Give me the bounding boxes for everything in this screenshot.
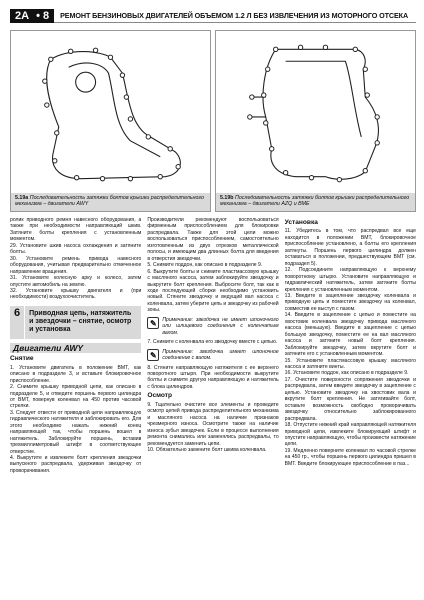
paragraph: 4. Выкрутите и извлеките болт крепления звездочки выпускного распредвала, удерживая звездочку от проворачивания. — [10, 455, 142, 474]
paragraph: 8. Стяните направляющую натяжителя с ее верхнего поворотного штыря. При необходимости выкрутите болты и снимите другую направляющую и натяжитель с блока цилиндров. — [147, 364, 279, 390]
note — [147, 317, 278, 336]
paragraph: Производители рекомендуют воспользоваться фирменным приспособлением для блокировки распредвала. Также для этой цели можно воспользоваться приспособлением, самостоятельно изготовленным из двух отрезков металлической полосы, и имеющим два длинных болта для введения в отверстия звездочки. — [147, 217, 279, 262]
paragraph: 6. Выкрутите болты и снимите пластмассовую крышку с масляного насоса, затем заблокируйте звездочку и выкрутите болт крепления. Выбросите болт, так как в ходе последующей сборки необходимо установить новый. Стяните звездочку и ведущий вал насоса с коленвала, затем уберите цепь и звездочку из рабочей зоны. — [147, 268, 279, 314]
note-icon: ✎ — [147, 317, 159, 329]
column-1 — [10, 217, 141, 593]
subsection-title: Осмотр — [147, 392, 173, 400]
paragraph: 32. Установите крышку двигателя и (при необходимости) воздухоочиститель. — [10, 287, 142, 301]
engine-subheading: Двигатели AWY — [10, 343, 141, 353]
figure-left-caption: 5.19а Последовательность затяжки болтов крышки распределительного механизма – двигатели AWY — [11, 193, 210, 211]
note-text: Примечание: звездочка имеет шпоночное соединение с валом. — [162, 348, 279, 362]
timing-cover-diagram-azq-bme — [216, 31, 415, 193]
paragraph: 16. Установите поддон, как описано в подразделе 9. — [284, 370, 409, 377]
paragraph: 1. Установите двигатель в положение ВМТ, как описано в подразделе 3, и вставьте блокировочное приспособление. — [10, 364, 142, 384]
paragraph: 14. Введите в зацепление с цепью и поместите на хвостовик коленвала звездочку привода масляного насоса (меньшую). Введите в зацепление с цепью большую звездочку, поместите ее на вал масляного насоса и затяните новый болт крепления. Заблокируйте звездочку, затем вкрутите болт и затяните его с установленным моментом. — [284, 312, 416, 358]
paragraph: ролик приводного ремня навесного оборудования, а также при необходимости направляющий шкив. Затяните болты крепления с установленным моментом. — [10, 217, 142, 243]
paragraph: 11. Убедитесь в том, что распредвал все еще находится в положении ВМТ, блокировочное приспособление установлено, а болты его крепления затянуты. Поршень первого цилиндра должен оставаться в положении, предшествующем ВМТ (см. подраздел 5). — [284, 228, 416, 267]
paragraph: 2. Снимите крышку приводной цепи, как описано в подразделе 5, и отведите поршень первого цилиндра от ВМТ, повернув коленвал на 450 против часовой стрелки. — [10, 384, 142, 410]
chapter-badge: 2A — [10, 9, 34, 23]
figure-left — [10, 30, 211, 212]
section-heading-box — [10, 306, 141, 339]
figure-right — [215, 30, 416, 212]
note-icon: ✎ — [147, 349, 159, 361]
paragraph: 17. Очистите поверхности сопряжения звездочки и распредвала, затем введите звездочку в зацепление с цепью. Установите звездочку на хвостовик вала и вкрутите болт крепления. Не затягивайте болт, оставьте возможность свободно проворачивать звездочку относительно заблокированного распредвала. — [284, 376, 416, 422]
section-title: Приводная цепь, натяжитель и звездочки – снятие, осмотр и установка — [29, 309, 132, 334]
paragraph: 31. Установите колесную арку и колесо, затем опустите автомобиль на землю. — [10, 275, 142, 288]
paragraph: 12. Подсоедините направляющую к верхнему поворотному штырю. Установите направляющую и гидравлический натяжитель, затем затяните болты крепления с установленным моментом. — [284, 267, 416, 293]
paragraph: 15. Установите пластмассовую крышку масляного насоса и затяните винты. — [284, 357, 416, 370]
figure-right-caption: 5.19b Последовательность затяжки болтов крышки распределительного механизма – двигатели AZQ и BME — [216, 193, 415, 211]
paragraph: 18. Отпустите нижний край направляющей натяжителя приводной цепи, извлеките блокирующий штифт и опустите направляющую, чтобы произвести натяжение цепи. — [284, 422, 416, 448]
page-number: • 8 — [34, 9, 54, 23]
section-number: 6 — [10, 306, 25, 339]
paragraph: 7. Снимите с коленвала его звездочку вместе с цепью. — [147, 339, 278, 346]
paragraph: 5. Снимите поддон, как описано в подразделе 9. — [147, 262, 263, 269]
timing-cover-diagram-awy — [11, 31, 210, 193]
paragraph: 10. Обязательно замените болт шкива коленвала. — [147, 446, 267, 453]
paragraph: 19. Медленно поверните коленвал по часовой стрелке на 450 гр., чтобы поршень первого цилиндра пришел в ВМТ. Введите блокирующее приспособление в паз... — [284, 447, 416, 467]
text-columns — [10, 217, 416, 593]
paragraph: 30. Установите ремень привода навесного оборудования, учитывая предварительно отмеченное направление вращения. — [10, 255, 142, 275]
figure-row — [10, 30, 416, 212]
subsection-title: Установка — [284, 219, 318, 226]
paragraph: 13. Введите в зацепление звездочку коленвала и приводную цепь и поместите звездочку на коленвал, совместив ее выступ с пазом. — [284, 292, 416, 312]
paragraph: 29. Установите шкив насоса охлаждения и затяните болты. — [10, 242, 142, 256]
paragraph: 3. Следует отвести от приводной цепи направляющую гидравлического натяжителя и заблокировать его. Для этого необходимо нажать нижний конец направляющей так, чтобы поршень вошел в натяжитель. Заблокируйте поршень, вставив трехмиллиметровый штифт в соответствующее отверстие. — [10, 409, 142, 455]
header-title: РЕМОНТ БЕНЗИНОВЫХ ДВИГАТЕЛЕЙ ОБЪЕМОМ 1.2 Л БЕЗ ИЗВЛЕЧЕНИЯ ИЗ МОТОРНОГО ОТСЕКА — [60, 11, 409, 20]
note — [147, 349, 278, 362]
column-2 — [147, 217, 278, 593]
column-3 — [285, 217, 416, 593]
note-text: Примечание: звездочка не имеет шпоночного или шлицевого соединения с коленчатым валом. — [162, 316, 279, 336]
page-header — [10, 9, 416, 23]
subsection-title: Снятие — [10, 355, 34, 363]
paragraph: 9. Тщательно очистите все элементы и проведите осмотр цепей привода распределительного механизма и масляного насоса на наличие признаков чрезмерного износа. Осмотрите также на наличие износа зубья звездочек. Если в процессе выполнения ремонта снимались или заменялись распредвалы, то рекомендуется заменить цепи. — [147, 401, 279, 447]
